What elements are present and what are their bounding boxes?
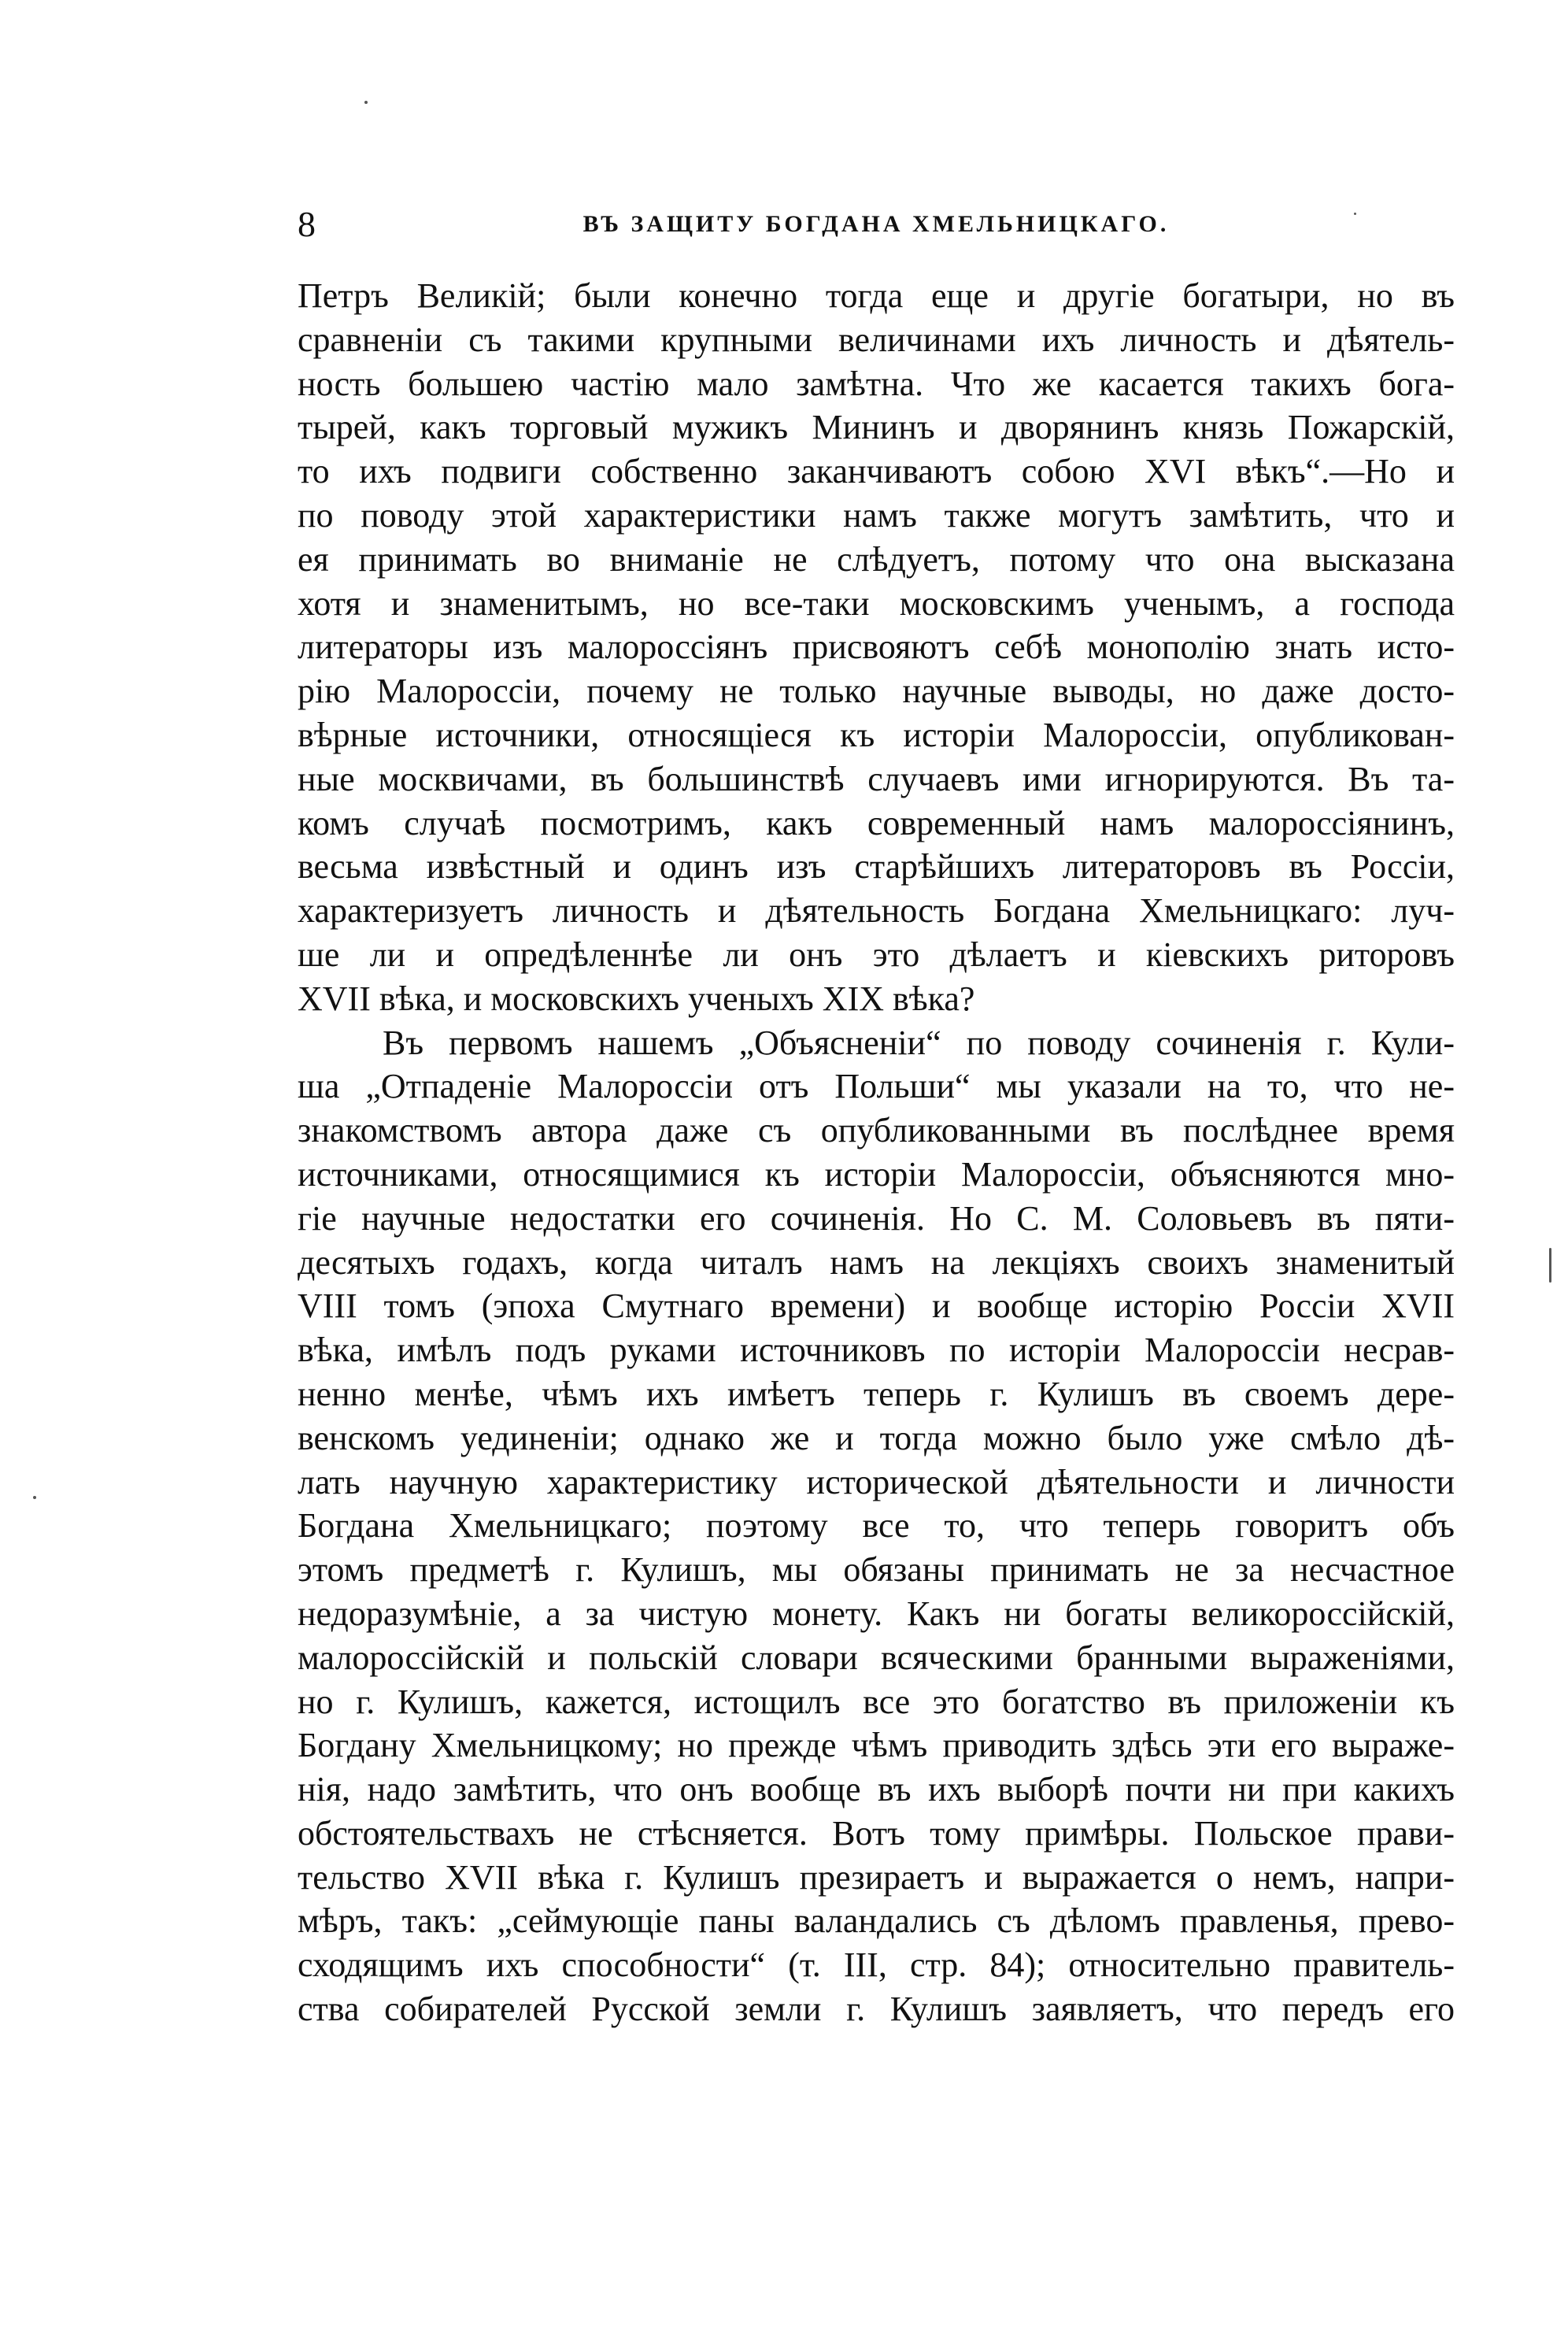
text-line: сходящимъ ихъ способности“ (т. III, стр. 84); относительно правитель- xyxy=(298,1945,1455,1985)
text-line: ства собирателей Русской земли г. Кулишъ заявляетъ, что передъ его xyxy=(298,1990,1455,2029)
text-line: тырей, какъ торговый мужикъ Мининъ и дворянинъ князь Пожарскій, xyxy=(298,408,1455,447)
text-line: ше ли и опредѣленнѣе ли онъ это дѣлаетъ и кіевскихъ риторовъ xyxy=(298,935,1455,974)
text-line: ность большею частію мало замѣтна. Что же касается такихъ бога- xyxy=(298,364,1455,403)
text-line: вѣка, имѣлъ подъ руками источниковъ по исторіи Малороссіи несрав- xyxy=(298,1331,1455,1370)
text-line: лать научную характеристику исторической дѣятельности и личности xyxy=(298,1462,1455,1501)
text-line: но г. Кулишъ, кажется, истощилъ все это богатство въ приложеніи къ xyxy=(298,1682,1455,1721)
scan-speck xyxy=(364,101,368,104)
text-line: гіе научные недостатки его сочиненія. Но С. М. Соловьевъ въ пяти- xyxy=(298,1198,1455,1238)
text-line: весьма извѣстный и одинъ изъ старѣйшихъ литераторовъ въ Россіи, xyxy=(298,847,1455,887)
text-line: нія, надо замѣтить, что онъ вообще въ ихъ выборѣ почти ни при какихъ xyxy=(298,1770,1455,1809)
text-line: сравненіи съ такими крупными величинами ихъ личность и дѣятель- xyxy=(298,320,1455,359)
text-line: мѣръ, такъ: „сеймующіе паны валандались съ дѣломъ правленья, прево- xyxy=(298,1901,1455,1941)
text-line: знакомствомъ автора даже съ опубликованными въ послѣднее время xyxy=(298,1111,1455,1150)
text-line: Въ первомъ нашемъ „Объясненіи“ по поводу сочиненія г. Кули- xyxy=(383,1023,1455,1062)
text-line: ненно менѣе, чѣмъ ихъ имѣетъ теперь г. Кулишъ въ своемъ дере- xyxy=(298,1374,1455,1413)
text-line: десятыхъ годахъ, когда читалъ намъ на лекціяхъ своихъ знаменитый xyxy=(298,1242,1455,1282)
text-line: по поводу этой характеристики намъ также могутъ замѣтить, что и xyxy=(298,495,1455,535)
text-line: Петръ Великій; были конечно тогда еще и другіе богатыри, но въ xyxy=(298,276,1455,315)
running-title: ВЪ ЗАЩИТУ БОГДАНА ХМЕЛЬНИЦКАГО. xyxy=(582,211,1170,237)
text-line: малороссійскій и польскій словари всяческими бранными выраженіями, xyxy=(298,1638,1455,1677)
text-line: обстоятельствахъ не стѣсняется. Вотъ тому примѣры. Польское прави- xyxy=(298,1813,1455,1853)
text-line: вѣрные источники, относящіеся къ исторіи Малороссіи, опубликован- xyxy=(298,715,1455,754)
text-line: Богдану Хмельницкому; но прежде чѣмъ приводить здѣсь эти его выраже- xyxy=(298,1726,1455,1765)
text-line: венскомъ уединеніи; однако же и тогда можно было уже смѣло дѣ- xyxy=(298,1418,1455,1457)
text-line: тельство XVII вѣка г. Кулишъ презираетъ и выражается о немъ, напри- xyxy=(298,1857,1455,1897)
text-line: ша „Отпаденіе Малороссіи отъ Польши“ мы указали на то, что не- xyxy=(298,1067,1455,1106)
text-line: Богдана Хмельницкаго; поэтому все то, что теперь говоритъ объ xyxy=(298,1506,1455,1546)
scan-speck xyxy=(33,1496,36,1499)
text-line: VIII томъ (эпоха Смутнаго времени) и вообще исторію Россіи XVII xyxy=(298,1286,1455,1326)
page-header xyxy=(298,201,1455,248)
scan-speck xyxy=(1549,1248,1551,1283)
text-line: литераторы изъ малороссіянъ присвояютъ себѣ монополію знать исто- xyxy=(298,627,1455,667)
text-line: хотя и знаменитымъ, но все-таки московскимъ ученымъ, а господа xyxy=(298,583,1455,623)
text-line: комъ случаѣ посмотримъ, какъ современный намъ малороссіянинъ, xyxy=(298,803,1455,842)
page-number: 8 xyxy=(298,204,316,244)
text-line: рію Малороссіи, почему не только научные выводы, но даже досто- xyxy=(298,672,1455,711)
text-line: XVII вѣка, и московскихъ ученыхъ XIX вѣка? xyxy=(298,979,975,1018)
scan-speck xyxy=(1354,213,1356,215)
text-line: то ихъ подвиги собственно заканчиваютъ собою XVI вѣкъ“.—Но и xyxy=(298,452,1455,491)
body-text xyxy=(298,274,1455,2031)
text-line: этомъ предметѣ г. Кулишъ, мы обязаны принимать не за несчастное xyxy=(298,1550,1455,1590)
text-line: характеризуетъ личность и дѣятельность Богдана Хмельницкаго: луч- xyxy=(298,891,1455,931)
text-line: ные москвичами, въ большинствѣ случаевъ ими игнорируются. Въ та- xyxy=(298,759,1455,798)
text-line: источниками, относящимися къ исторіи Малороссіи, объясняются мно- xyxy=(298,1154,1455,1194)
text-line: недоразумѣніе, а за чистую монету. Какъ ни богаты великороссійскій, xyxy=(298,1594,1455,1633)
text-line: ея принимать во вниманіе не слѣдуетъ, потому что она высказана xyxy=(298,539,1455,579)
